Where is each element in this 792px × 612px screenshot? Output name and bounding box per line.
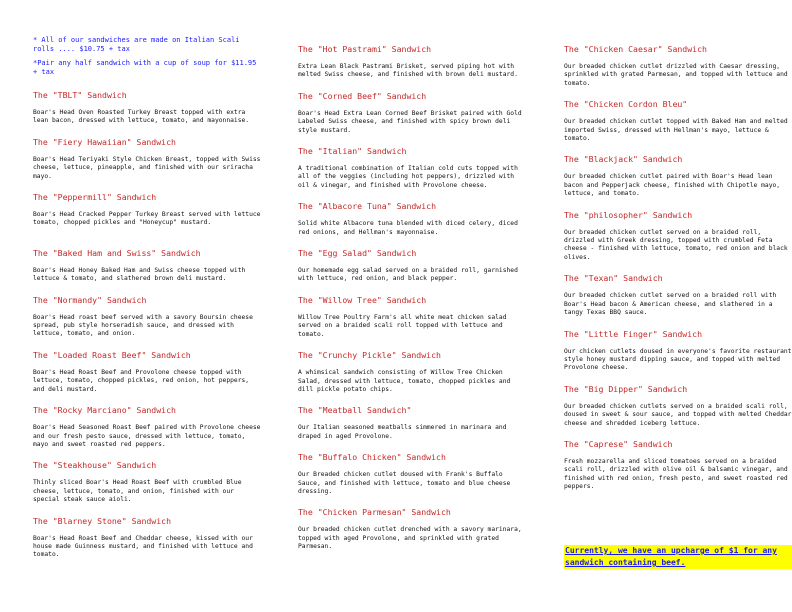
beef-upcharge-text: Currently, we have an upcharge of $1 for any sandwich containing beef.: [565, 546, 777, 567]
menu-item: [298, 91, 528, 135]
item-description: A whimsical sandwich consisting of Willow Tree Chicken Salad, dressed with lettuce, tomato, chopped pickles and dill pickle potato chips.: [298, 369, 511, 393]
menu-column-2: [298, 44, 528, 552]
menu-item: [298, 248, 528, 284]
menu-item: [33, 90, 263, 126]
item-title: The "TBLT" Sandwich: [33, 90, 127, 100]
item-title: The "Albacore Tuna" Sandwich: [298, 201, 437, 212]
item-description: Our breaded chicken cutlet drizzled with Caesar dressing, sprinkled with grated Parmesan, and topped with lettuce and tomato.: [564, 63, 788, 87]
menu-item: [298, 201, 528, 237]
menu-item: [33, 295, 263, 339]
menu-item: [33, 350, 263, 394]
item-description: Solid white Albacore tuna blended with diced celery, diced red onions, and Hellman's mayonnaise.: [298, 220, 518, 236]
menu-item: [33, 248, 263, 284]
beef-upcharge-note: [564, 545, 792, 569]
item-description: Willow Tree Poultry Farm's all white meat chicken salad served on a braided scali roll topped with lettuce and tomato.: [298, 313, 507, 338]
item-description: Our chicken cutlets doused in everyone's favorite restaurant style honey mustard dipping sauce, and topped with melted Provolone cheese.: [564, 347, 792, 372]
item-description: Our breaded chicken cutlet paired with Boar's Head lean bacon and Pepperjack cheese, finished with Chipotle mayo, lettuce, and tomato.: [564, 173, 781, 198]
item-description: Boar's Head Roast Beef and Provolone cheese topped with lettuce, tomato, chopped pickles, red onion, hot peppers, and deli mustard.: [33, 368, 250, 393]
menu-item: [298, 350, 528, 394]
item-description: Our Italian seasoned meatballs simmered in marinara and draped in aged Provolone.: [298, 424, 507, 440]
item-description: A traditional combination of Italian cold cuts topped with all of the veggies (including hot peppers), drizzled with oil & vinegar, and finished with Provolone cheese.: [298, 165, 518, 189]
menu-item: [564, 99, 792, 143]
item-title: The "Hot Pastrami" Sandwich: [298, 44, 432, 54]
item-description: Boar's Head Roast Beef and Cheddar cheese, kissed with our house made Guinness mustard, and finished with lettuce and tomato.: [33, 534, 253, 559]
menu-item: [298, 44, 528, 80]
item-description: Our breaded chicken cutlet served on a braided roll with Boar's Head bacon & American cheese, and slathered in a tangy Texas BBQ sauce.: [564, 292, 777, 317]
menu-item: [564, 210, 792, 263]
item-description: Our breaded chicken cutlet topped with Baked Ham and melted imported Swiss, dressed with Hellman's mayo, lettuce & tomato.: [564, 118, 788, 143]
item-description: Boar's Head Extra Lean Corned Beef Brisket paired with Gold Labeled Swiss cheese, and finished with spicy brown deli style mustard.: [298, 109, 522, 134]
item-title: The "Blarney Stone" Sandwich: [33, 515, 172, 526]
item-title: The "Corned Beef" Sandwich: [298, 90, 427, 101]
item-title: The "Willow Tree" Sandwich: [298, 294, 427, 305]
menu-column-1: [33, 36, 263, 560]
menu-item: [33, 192, 263, 228]
item-title: The "Peppermill" Sandwich: [33, 192, 157, 203]
item-title: The "Fiery Hawaiian" Sandwich: [33, 136, 176, 147]
menu-item: [33, 460, 263, 504]
item-description: Boar's Head Honey Baked Ham and Swiss cheese topped with lettuce & tomato, and slathered brown deli mustard.: [33, 266, 246, 283]
item-description: Thinly sliced Boar's Head Roast Beef with crumbled Blue cheese, lettuce, tomato, and onion, finished with our special steak sauce aioli.: [33, 479, 242, 504]
soup-pairing-note: *Pair any half sandwich with a cup of soup for $11.95 + tax: [33, 59, 257, 76]
item-description: Our breaded chicken cutlet drenched with a savory marinara, topped with aged Provolone, and sprinkled with grated Parmesan.: [298, 526, 522, 551]
menu-item: [33, 516, 263, 560]
item-title: The "Steakhouse" Sandwich: [33, 460, 157, 471]
item-description: Boar's Head roast beef served with a savory Boursin cheese spread, pub style horseradish sauce, and dressed with lettuce, tomato, and onion.: [33, 313, 253, 338]
item-description: Boar's Head Seasoned Roast Beef paired with Provolone cheese and our fresh pesto sauce, dressed with lettuce, tomato, mayo and sweet roasted red peppers.: [33, 424, 261, 448]
item-description: Boar's Head Oven Roasted Turkey Breast topped with extra lean bacon, dressed with lettuce, tomato, and mayonnaise.: [33, 109, 250, 125]
item-title: The "Little Finger" Sandwich: [564, 328, 703, 339]
item-title: The "Meatball Sandwich": [298, 405, 412, 416]
menu-item: [564, 439, 792, 492]
item-description: Boar's Head Cracked Pepper Turkey Breast served with lettuce tomato, chopped pickles and "Honeycup" mustard.: [33, 211, 261, 227]
item-title: The "philosopher" Sandwich: [564, 209, 693, 220]
item-title: The "Texan" Sandwich: [564, 273, 663, 284]
menu-item: [33, 137, 263, 181]
item-title: The "Blackjack" Sandwich: [564, 154, 683, 165]
menu-item: [298, 452, 528, 496]
menu-item: [298, 295, 528, 339]
menu-item: [564, 329, 792, 373]
item-title: The "Caprese" Sandwich: [564, 438, 673, 449]
item-title: The "Normandy" Sandwich: [33, 294, 147, 305]
menu-item: [298, 146, 528, 190]
item-title: The "Crunchy Pickle" Sandwich: [298, 350, 441, 361]
item-description: Our Breaded chicken cutlet doused with Frank's Buffalo Sauce, and finished with lettuce, tomato and blue cheese dressing.: [298, 471, 511, 495]
menu-item: [564, 154, 792, 198]
item-description: Our breaded chicken cutlets served on a braided scali roll, doused in sweet & sour sauce, and topped with melted Cheddar cheese and shredded iceberg lettuce.: [564, 402, 792, 427]
item-title: The "Rocky Marciano" Sandwich: [33, 405, 176, 416]
menu-item: [564, 384, 792, 428]
menu-item: [298, 507, 528, 551]
menu-item: [33, 405, 263, 449]
item-title: The "Chicken Caesar" Sandwich: [564, 44, 707, 54]
item-title: The "Egg Salad" Sandwich: [298, 248, 417, 259]
item-description: Extra Lean Black Pastrami Brisket, served piping hot with melted Swiss cheese, and finished with brown deli mustard.: [298, 63, 518, 79]
item-title: The "Baked Ham and Swiss" Sandwich: [33, 247, 201, 258]
item-title: The "Big Dipper" Sandwich: [564, 383, 688, 394]
item-description: Fresh mozzarella and sliced tomatoes served on a braided scali roll, drizzled with olive oil & balsamic vinegar, and finished with red onion, fresh pesto, and sweet roasted red peppers.: [564, 457, 788, 491]
menu-item: [298, 405, 528, 441]
item-description: Boar's Head Teriyaki Style Chicken Breast, topped with Swiss cheese, lettuce, pineapple, and finished with our sriracha mayo.: [33, 155, 261, 180]
menu-column-3: [564, 44, 792, 492]
item-description: Our homemade egg salad served on a braided roll, garnished with lettuce, red onion, and black pepper.: [298, 267, 518, 283]
item-title: The "Chicken Parmesan" Sandwich: [298, 507, 451, 518]
item-title: The "Loaded Roast Beef" Sandwich: [33, 349, 191, 360]
pricing-note: * All of our sandwiches are made on Italian Scali rolls .... $10.75 + tax: [33, 36, 240, 53]
menu-item: [564, 44, 792, 88]
item-title: The "Italian" Sandwich: [298, 146, 407, 157]
item-title: The "Chicken Cordon Bleu": [564, 99, 688, 110]
menu-item: [564, 273, 792, 317]
item-title: The "Buffalo Chicken" Sandwich: [298, 452, 446, 463]
item-description: Our breaded chicken cutlet served on a braided roll, drizzled with Greek dressing, topped with crumbled Feta cheese - finished with lettuce, tomato, red onion and black olives.: [564, 228, 788, 261]
